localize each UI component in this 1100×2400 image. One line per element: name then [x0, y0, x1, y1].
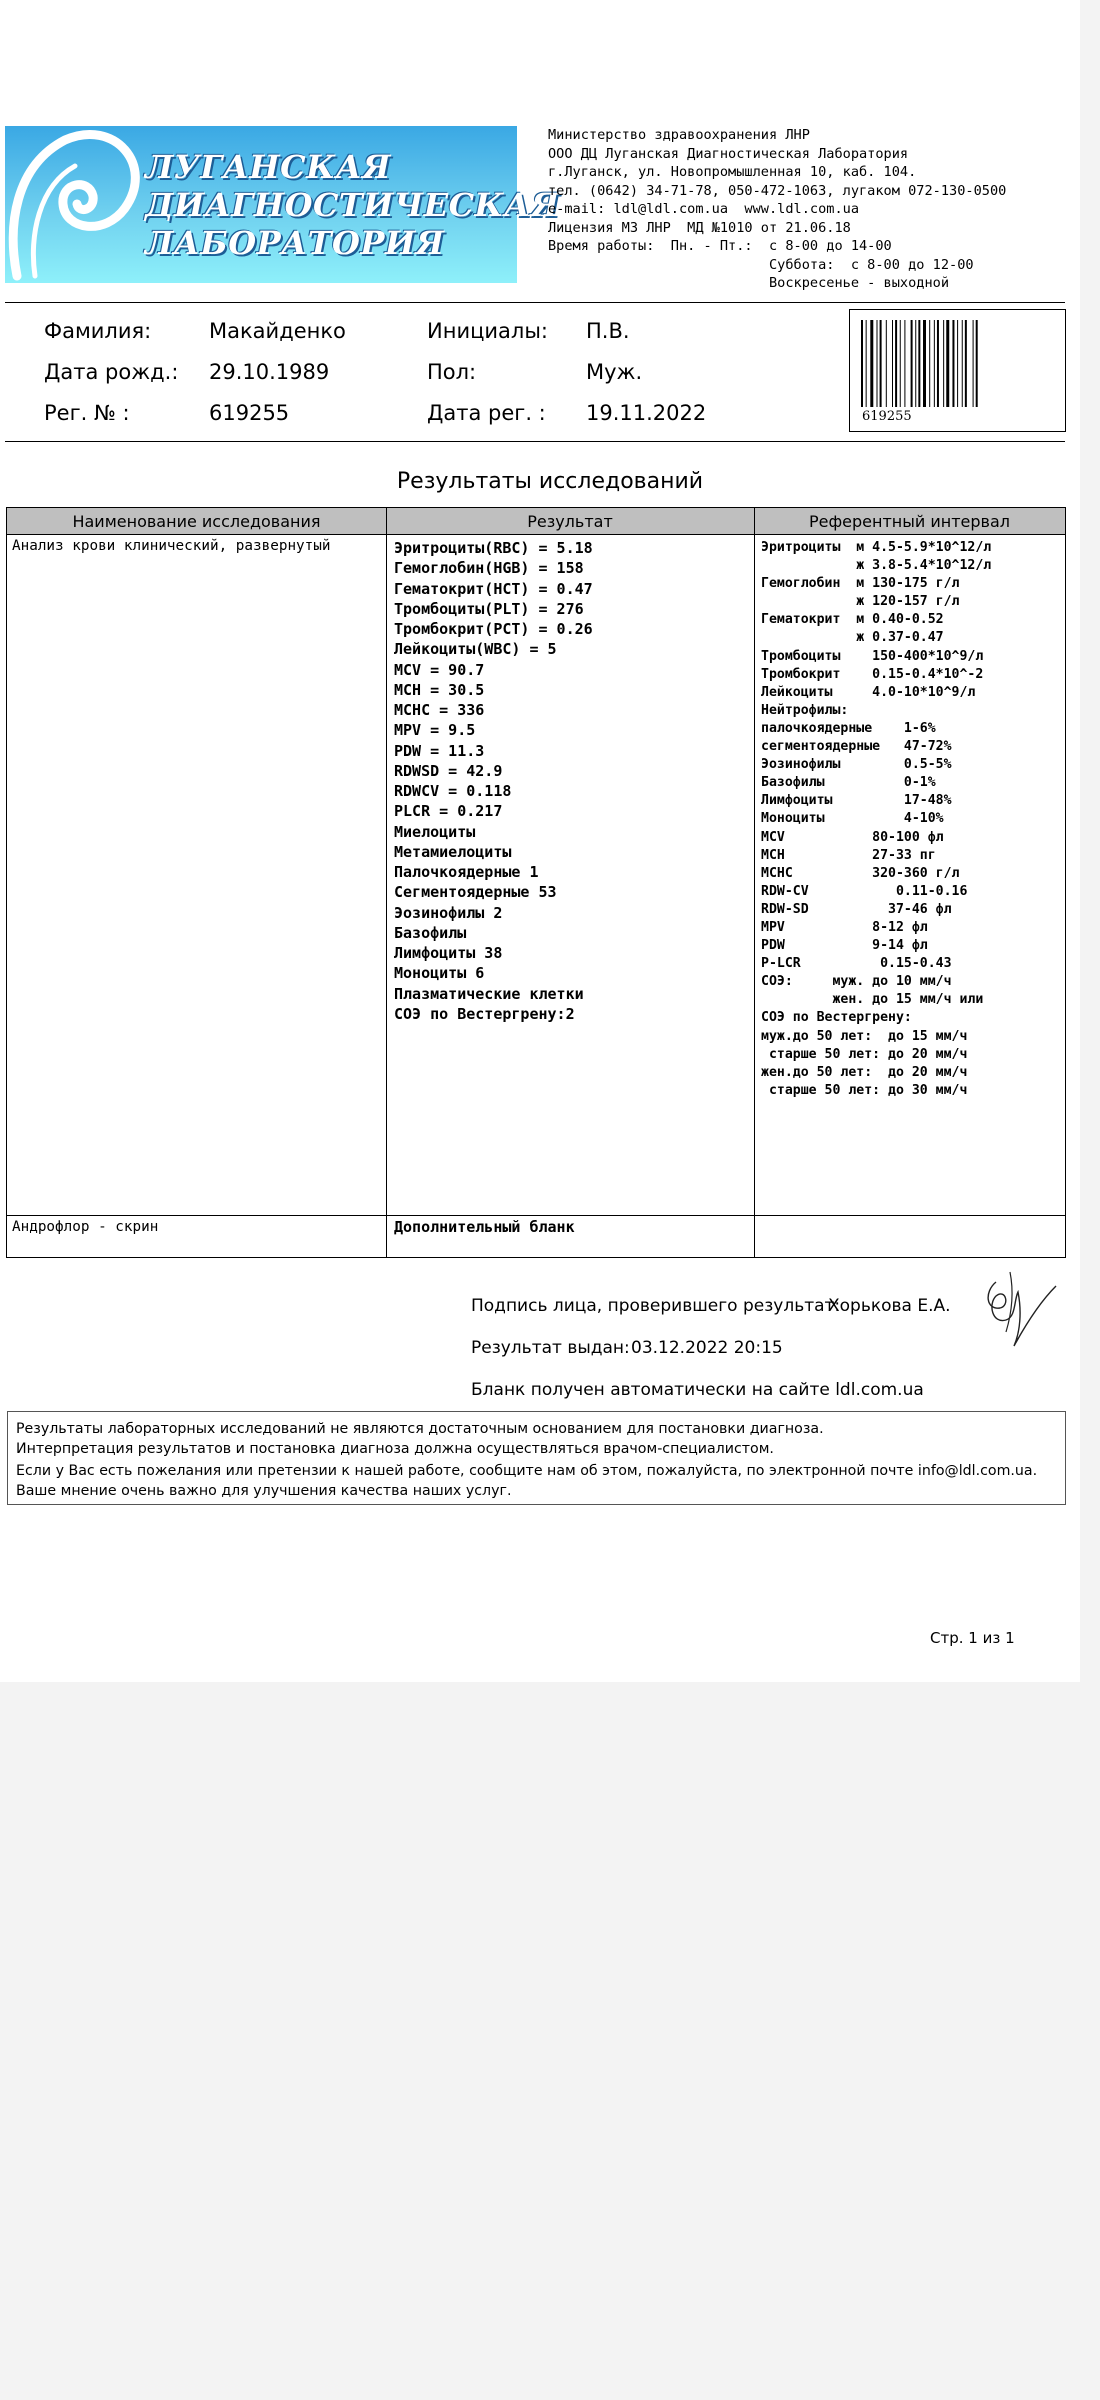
reference-line: Тромбокрит 0.15-0.4*10^-2 — [761, 666, 984, 682]
result-line: Гематокрит(HCT) = 0.47 — [394, 579, 593, 598]
org-info-line: тел. (0642) 34-71-78, 050-472-1063, лугаком 072-130-0500 — [548, 182, 1007, 199]
logo-line: ЛАБОРАТОРИЯ — [145, 224, 445, 262]
column-divider — [754, 508, 755, 1257]
reference-line: Гемоглобин м 130-175 г/л — [761, 576, 960, 592]
result-line: Миелоциты — [394, 822, 476, 841]
checked-by-label: Подпись лица, проверившего результат: — [471, 1296, 841, 1316]
reference-line: MPV 8-12 фл — [761, 919, 928, 935]
reference-line: ж 3.8-5.4*10^12/л — [761, 558, 992, 574]
result-line: Дополнительный бланк — [394, 1218, 575, 1236]
row-divider — [7, 1215, 1065, 1216]
issued-value: 03.12.2022 20:15 — [631, 1338, 783, 1358]
org-info-line: г.Луганск, ул. Новопромышленная 10, каб. 104. — [548, 164, 917, 180]
test-name: Андрофлор - скрин — [12, 1219, 159, 1235]
result-line: RDWSD = 42.9 — [394, 761, 503, 780]
result-line: Палочкоядерные 1 — [394, 863, 539, 881]
result-line: Гемоглобин(HGB) = 158 — [394, 559, 584, 578]
dob-value: 29.10.1989 — [209, 360, 330, 384]
reg-date-value: 19.11.2022 — [586, 401, 707, 425]
result-line: Тромбокрит(PCT) = 0.26 — [394, 620, 593, 638]
reference-line: Гематокрит м 0.40-0.52 — [761, 612, 944, 628]
result-line: MCHC = 336 — [394, 701, 485, 719]
table-header-name: Наименование исследования — [7, 508, 386, 535]
organization-info — [548, 126, 1006, 293]
barcode-number: 619255 — [862, 409, 912, 424]
result-line: Плазматические клетки — [394, 984, 584, 1003]
org-info-line: Время работы: Пн. - Пт.: с 8-00 до 14-00 — [548, 238, 892, 254]
test-name: Анализ крови клинический, развернутый — [12, 538, 331, 554]
reference-line: MCH 27-33 пг — [761, 847, 936, 863]
reference-line: сегментоядерные 47-72% — [761, 739, 952, 755]
reg-no-label: Рег. № : — [44, 401, 130, 425]
barcode — [849, 309, 1066, 432]
logo-text — [145, 148, 559, 262]
reference-line: Базофилы 0-1% — [761, 775, 936, 791]
result-line: RDWCV = 0.118 — [394, 782, 512, 800]
result-line: Сегментоядерные 53 — [394, 883, 557, 902]
result-line: Моноциты 6 — [394, 964, 485, 983]
disclaimer-line: Ваше мнение очень важно для улучшения качества наших услуг. — [16, 1482, 512, 1499]
reference-line: Моноциты 4-10% — [761, 811, 944, 827]
reference-line: Лимфоциты 17-48% — [761, 793, 952, 809]
sex-label: Пол: — [427, 360, 477, 384]
issued-label: Результат выдан: — [471, 1338, 630, 1358]
result-line: PDW = 11.3 — [394, 741, 485, 760]
test-result — [394, 538, 593, 1024]
result-line: Базофилы — [394, 923, 467, 942]
lab-logo — [5, 126, 560, 283]
reference-line: MCHC 320-360 г/л — [761, 865, 960, 881]
reference-line: муж.до 50 лет: до 15 мм/ч — [761, 1028, 968, 1044]
disclaimer-box — [7, 1411, 1066, 1505]
reference-line: старше 50 лет: до 20 мм/ч — [761, 1046, 968, 1062]
reference-line: СОЭ: муж. до 10 мм/ч — [761, 974, 952, 990]
reference-line: ж 0.37-0.47 — [761, 630, 944, 646]
initials-label: Инициалы: — [427, 319, 548, 343]
reg-no-value: 619255 — [209, 401, 290, 425]
org-info-line: Лицензия МЗ ЛНР МД №1010 от 21.06.18 — [548, 219, 851, 236]
divider — [5, 441, 1065, 442]
reference-line: СОЭ по Вестергрену: — [761, 1010, 912, 1026]
reference-line: RDW-CV 0.11-0.16 — [761, 883, 968, 899]
checked-by-value: Хорькова Е.А. — [828, 1296, 951, 1316]
logo-line: ЛУГАНСКАЯ — [145, 148, 392, 186]
reference-line: Лейкоциты 4.0-10*10^9/л — [761, 684, 976, 700]
reference-line: старше 50 лет: до 30 мм/ч — [761, 1082, 968, 1098]
reference-line: жен. до 15 мм/ч или — [761, 992, 984, 1008]
result-line: СОЭ по Вестергрену:2 — [394, 1004, 575, 1023]
reference-line: Нейтрофилы: — [761, 702, 849, 718]
org-info-line: e-mail: ldl@ldl.com.ua www.ldl.com.ua — [548, 201, 859, 217]
reference-line: жен.до 50 лет: до 20 мм/ч — [761, 1064, 968, 1080]
table-header-result: Результат — [386, 508, 754, 535]
table-header-reference: Референтный интервал — [754, 508, 1065, 535]
sex-value: Муж. — [586, 360, 643, 384]
org-info-line: ООО ДЦ Луганская Диагностическая Лаборатория — [548, 145, 909, 162]
org-info-line: Суббота: с 8-00 до 12-00 — [548, 256, 974, 273]
org-info-line: Воскресенье - выходной — [548, 275, 950, 291]
reference-line: палочкоядерные 1-6% — [761, 720, 936, 736]
result-line: Эритроциты(RBC) = 5.18 — [394, 539, 593, 557]
reference-line: PDW 9-14 фл — [761, 938, 928, 954]
reference-line: P-LCR 0.15-0.43 — [761, 956, 952, 972]
result-line: PLCR = 0.217 — [394, 802, 503, 821]
spiral-logo-icon — [5, 126, 145, 283]
test-result — [394, 1217, 575, 1237]
reference-line: RDW-SD 37-46 фл — [761, 901, 952, 917]
result-line: MCH = 30.5 — [394, 680, 485, 699]
disclaimer-line: Если у Вас есть пожелания или претензии к нашей работе, сообщите нам об этом, пожалуйста, по электронной почте info@ldl.com.ua. — [16, 1463, 1038, 1479]
initials-value: П.В. — [586, 319, 630, 343]
reference-line: MCV 80-100 фл — [761, 829, 944, 845]
page-number: Стр. 1 из 1 — [930, 1629, 1015, 1647]
column-divider — [386, 508, 387, 1257]
reference-line: ж 120-157 г/л — [761, 594, 960, 610]
surname-label: Фамилия: — [44, 319, 152, 343]
reference-line: Эозинофилы 0.5-5% — [761, 757, 952, 773]
dob-label: Дата рожд.: — [44, 360, 179, 384]
surname-value: Макайденко — [209, 319, 346, 343]
reference-line: Тромбоциты 150-400*10^9/л — [761, 648, 984, 664]
logo-line: ДИАГНОСТИЧЕСКАЯ — [145, 186, 560, 224]
disclaimer-line: Интерпретация результатов и постановка диагноза должна осуществляться врачом-специалистом. — [16, 1440, 774, 1457]
result-line: MCV = 90.7 — [394, 660, 485, 679]
result-line: Тромбоциты(PLT) = 276 — [394, 599, 584, 618]
result-line: Эозинофилы 2 — [394, 903, 503, 922]
auto-note: Бланк получен автоматически на сайте ldl.com.ua — [471, 1380, 924, 1400]
result-line: Лимфоциты 38 — [394, 944, 503, 962]
barcode-bars-icon — [861, 320, 1015, 407]
result-line: Метамиелоциты — [394, 842, 512, 861]
test-reference — [761, 539, 991, 1100]
divider — [5, 302, 1065, 303]
signature-icon — [966, 1262, 1058, 1352]
reg-date-label: Дата рег. : — [427, 401, 546, 425]
result-line: Лейкоциты(WBC) = 5 — [394, 640, 557, 659]
page-title: Результаты исследований — [396, 469, 704, 494]
results-table — [6, 507, 1066, 1258]
reference-line: Эритроциты м 4.5-5.9*10^12/л — [761, 540, 992, 555]
disclaimer-line: Результаты лабораторных исследований не являются достаточным основанием для постановки диагноза. — [16, 1421, 824, 1437]
org-info-line: Министерство здравоохранения ЛНР — [548, 127, 810, 143]
result-line: MPV = 9.5 — [394, 721, 476, 740]
